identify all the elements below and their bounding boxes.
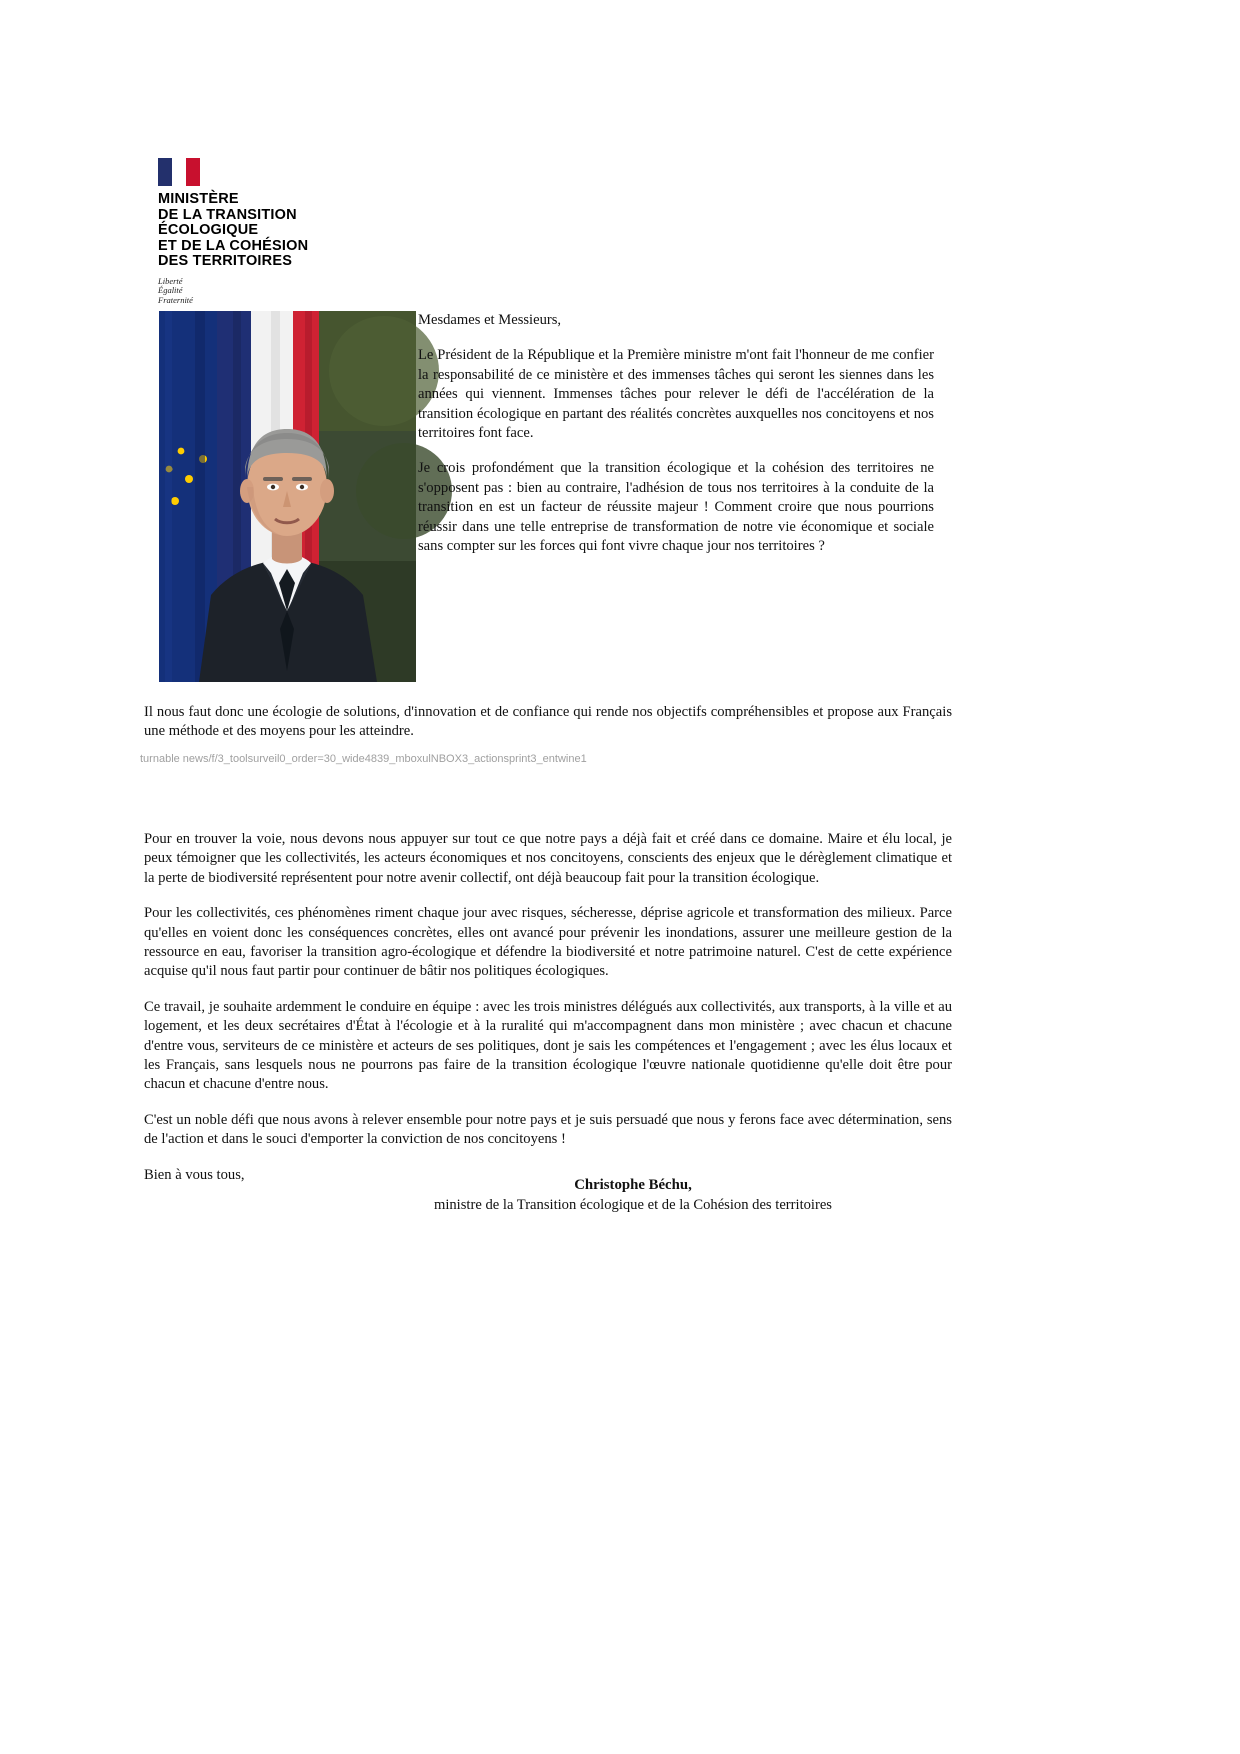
ministry-name-line-5: DES TERRITOIRES — [158, 253, 293, 269]
motto-line-1: Liberté — [158, 275, 183, 286]
letter-paragraph-7: C'est un noble défi que nous avons à relever ensemble pour notre pays et je suis persuadé que nous y ferons face avec détermination, sens de l'action et dans le souci d'emporter la conviction de nos concitoyens ! — [144, 1111, 952, 1148]
motto-line-2: Égalité — [158, 285, 183, 295]
letter-paragraph-2: Je crois profondément que la transition écologique et la cohésion des territoires ne s'opposent pas : bien au contraire, l'adhésion de tous nos territoires à la conduite de la transition en est un facteur de réussite majeur ! Comment croire que nous pourrions réussir dans une telle entreprise de transformation de notre vie économique et sociale sans compter sur les forces qui font vivre chaque jour nos territoires ? — [418, 460, 934, 555]
flag-band-red — [186, 158, 200, 186]
ministry-name-line-3: ÉCOLOGIQUE — [158, 222, 259, 238]
signature-name: Christophe Béchu, — [574, 1177, 692, 1193]
ministry-logo-block — [158, 158, 398, 305]
clipped-text-artifact — [140, 753, 660, 774]
letter-paragraph-3: Il nous faut donc une écologie de solutions, d'innovation et de confiance qui rende nos objectifs compréhensibles et propose aux Français une méthode et des moyens pour les atteindre. — [144, 704, 952, 740]
signature-title: ministre de la Transition écologique et de la Cohésion des territoires — [433, 1197, 832, 1213]
signature-block — [144, 1175, 952, 1215]
ministry-name-line-4: ET DE LA COHÉSION — [158, 237, 309, 254]
flag-band-white — [172, 158, 186, 186]
motto-line-3: Fraternité — [158, 294, 193, 305]
letter-wide-block — [144, 703, 952, 742]
ministry-name-line-1: MINISTÈRE — [158, 191, 239, 207]
letter-salutation: Mesdames et Messieurs, — [418, 312, 562, 328]
french-flag-icon — [158, 158, 200, 186]
letter-paragraph-5: Pour les collectivités, ces phénomènes riment chaque jour avec risques, sécheresse, déprise agricole et transformation des milieux. Parce qu'elles en voient donc les conséquences concrètes, elles ont avancé pour prévenir les inondations, assurer une meilleure gestion de la ressource en eau, favoriser la transition agro-écologique et défendre la biodiversité et notre patrimoine naturel. C'est de cette expérience acquise qu'il nous faut partir pour continuer de bâtir nos politiques écologiques. — [144, 905, 952, 980]
republic-motto — [158, 277, 398, 306]
letter-paragraph-4: Pour en trouver la voie, nous devons nous appuyer sur tout ce que notre pays a déjà fait et créé dans ce domaine. Maire et élu local, je peux témoigner que les collectivités, les acteurs économiques et nos concitoyens, conscients des enjeux que le dérèglement climatique et la perte de biodiversité représentent pour notre avenir collectif, ont déjà beaucoup fait pour la transition écologique. — [144, 831, 952, 886]
letter-lower-block — [144, 830, 952, 1185]
ministry-name-line-2: DE LA TRANSITION — [158, 206, 297, 223]
letter-closing: Bien à vous tous, — [144, 1166, 245, 1183]
letter-paragraph-6: Ce travail, je souhaite ardemment le conduire en équipe : avec les trois ministres délégués aux collectivités, aux transports, à la ville et au logement, et les deux secrétaires d'État à l'écologie et à la ruralité qui m'accompagnent dans mon ministère ; avec chacun et chacune d'entre vous, serviteurs de ce ministère et acteurs de ses politiques, dont je sais les compétences et l'engagement ; avec les élus locaux et les Français, sans lesquels nous ne pourrons pas faire de la transition écologique l'œuvre nationale quotidienne qu'elle doit être pour chacun et chacune d'entre nous. — [144, 998, 952, 1093]
clipped-text-artifact-label: turnable news/f/3_toolsurveil0_order=30_wide4839_mboxulNBOX3_actionsprint3_entwine1 — [140, 753, 587, 765]
letter-paragraph-1: Le Président de la République et la Première ministre m'ont fait l'honneur de me confier la responsabilité de ce ministère et des immenses tâches qui seront les siennes dans les années qui viennent. Immenses tâches pour relever le défi de l'accélération de la transition écologique en partant des réalités concrètes auxquelles nos concitoyens et nos territoires font face. — [418, 347, 934, 442]
letter-intro-column — [418, 311, 934, 556]
minister-portrait — [159, 311, 416, 682]
ministry-name — [158, 192, 398, 270]
flag-band-blue — [158, 158, 172, 186]
